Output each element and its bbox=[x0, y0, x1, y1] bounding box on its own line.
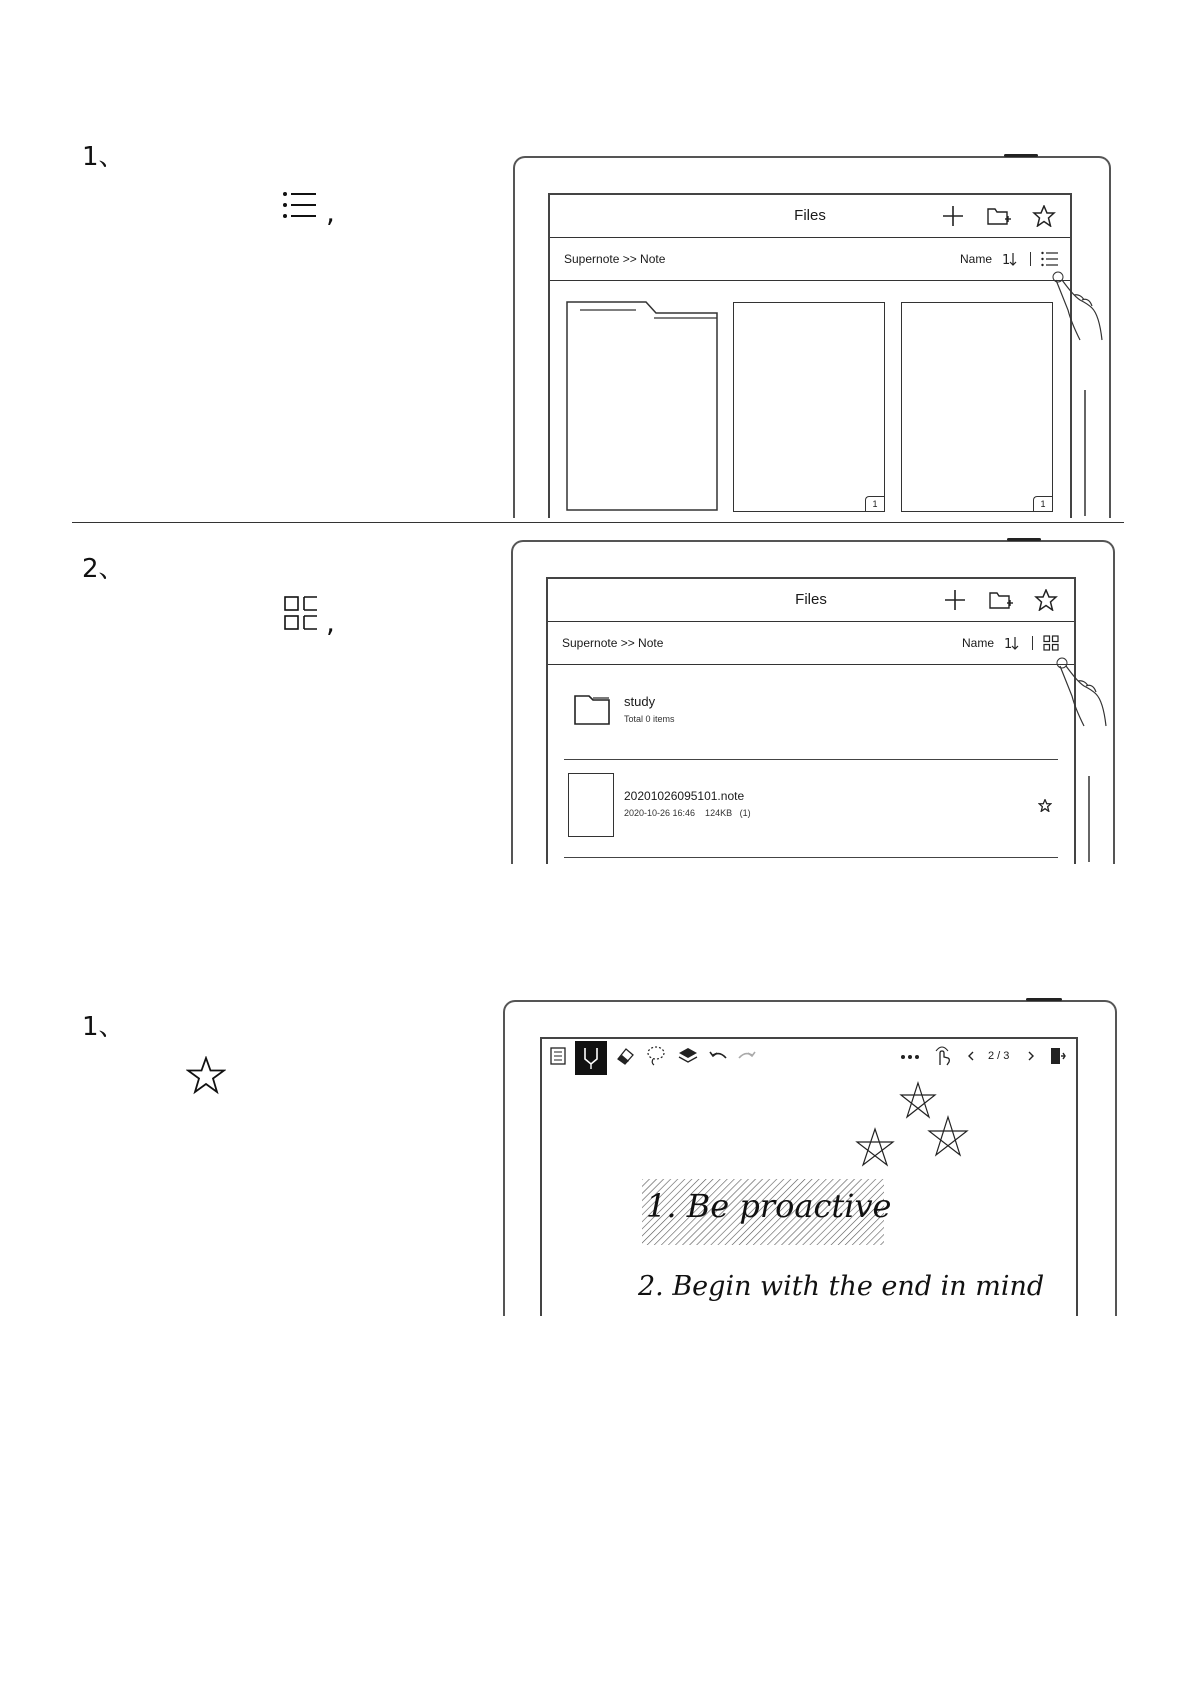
device-power-button-1 bbox=[1004, 154, 1038, 157]
files-title: Files bbox=[795, 591, 827, 608]
section-divider bbox=[72, 522, 1124, 523]
step-1-comma: , bbox=[326, 196, 335, 229]
lasso-icon[interactable] bbox=[645, 1045, 667, 1067]
grid-icon[interactable] bbox=[1043, 635, 1059, 651]
chevron-left-icon[interactable] bbox=[966, 1050, 976, 1062]
note-name: 20201026095101.note bbox=[624, 789, 745, 803]
step-number-1: 1、 bbox=[82, 142, 125, 172]
star-drawing-small bbox=[854, 1127, 896, 1169]
pathbar-separator bbox=[1030, 252, 1031, 266]
breadcrumb[interactable]: Supernote >> Note bbox=[564, 252, 666, 266]
breadcrumb[interactable]: Supernote >> Note bbox=[562, 636, 664, 650]
list-icon[interactable] bbox=[1041, 251, 1059, 267]
new-folder-icon[interactable] bbox=[986, 205, 1012, 227]
toc-icon[interactable] bbox=[550, 1047, 566, 1065]
star-icon bbox=[186, 1056, 226, 1096]
page-indicator: 2 / 3 bbox=[988, 1050, 1010, 1062]
step-2-comma: , bbox=[326, 606, 335, 639]
chevron-right-icon[interactable] bbox=[1026, 1050, 1036, 1062]
star-icon[interactable] bbox=[1034, 589, 1058, 611]
list-item-folder[interactable] bbox=[548, 665, 1074, 759]
redo-icon[interactable] bbox=[737, 1049, 757, 1065]
eraser-icon[interactable] bbox=[614, 1045, 636, 1067]
svg-text:1: 1 bbox=[1002, 253, 1011, 267]
folder-tile[interactable] bbox=[566, 301, 718, 511]
touch-icon[interactable] bbox=[932, 1045, 952, 1067]
step-number-3: 1、 bbox=[82, 1012, 125, 1042]
more-icon[interactable] bbox=[900, 1053, 920, 1061]
sort-name-label[interactable]: Name bbox=[962, 636, 995, 650]
device-side-line-2 bbox=[1088, 776, 1090, 862]
device-power-button-3 bbox=[1026, 998, 1062, 1001]
pathbar-separator bbox=[1032, 636, 1033, 650]
exit-icon[interactable] bbox=[1050, 1047, 1066, 1065]
top-bar bbox=[550, 195, 1070, 238]
note-thumbnail bbox=[568, 773, 614, 837]
page-count-badge: 1 bbox=[1033, 496, 1052, 511]
note-tile-2[interactable] bbox=[901, 302, 1053, 512]
top-bar bbox=[548, 579, 1074, 622]
screen-files-list bbox=[546, 577, 1076, 864]
handwriting-line-1: 1. Be proactive bbox=[646, 1187, 892, 1225]
add-icon[interactable] bbox=[942, 205, 964, 227]
folder-name: study bbox=[624, 694, 656, 709]
step-number-2: 2、 bbox=[82, 554, 125, 584]
page-count-badge: 1 bbox=[865, 496, 884, 511]
pointing-hand-icon bbox=[1048, 270, 1112, 342]
pointing-hand-icon bbox=[1052, 656, 1116, 728]
new-folder-icon[interactable] bbox=[988, 589, 1014, 611]
sort-name-label[interactable]: Name bbox=[960, 252, 993, 266]
row-divider bbox=[564, 857, 1058, 858]
handwriting-line-2: 2. Begin with the end in mind bbox=[638, 1271, 1045, 1302]
files-title: Files bbox=[794, 207, 826, 224]
star-icon[interactable] bbox=[1038, 799, 1052, 812]
note-tile-1[interactable] bbox=[733, 302, 885, 512]
screen-note-editor bbox=[540, 1037, 1078, 1316]
add-icon[interactable] bbox=[944, 589, 966, 611]
grid-icon bbox=[284, 596, 318, 630]
folder-meta: Total 0 items bbox=[624, 714, 675, 724]
device-side-line-1 bbox=[1084, 390, 1086, 516]
svg-text:1: 1 bbox=[1004, 637, 1013, 651]
folder-icon bbox=[566, 301, 718, 511]
sort-order-icon[interactable] bbox=[1002, 251, 1018, 267]
list-icon bbox=[282, 190, 318, 222]
note-meta: 2020-10-26 16:46 124KB (1) bbox=[624, 808, 751, 818]
path-bar bbox=[550, 238, 1070, 281]
pen-icon bbox=[575, 1041, 607, 1075]
path-bar bbox=[548, 622, 1074, 665]
undo-icon[interactable] bbox=[708, 1049, 728, 1065]
star-drawing-medium bbox=[926, 1115, 970, 1159]
sort-order-icon[interactable] bbox=[1004, 635, 1020, 651]
folder-icon bbox=[574, 695, 610, 725]
row-divider bbox=[564, 759, 1058, 760]
star-icon[interactable] bbox=[1032, 205, 1056, 227]
device-power-button-2 bbox=[1007, 538, 1041, 541]
pen-tool-button[interactable] bbox=[575, 1041, 607, 1075]
list-item-note[interactable] bbox=[548, 761, 1074, 861]
layers-icon[interactable] bbox=[677, 1045, 699, 1069]
screen-files-grid bbox=[548, 193, 1072, 518]
